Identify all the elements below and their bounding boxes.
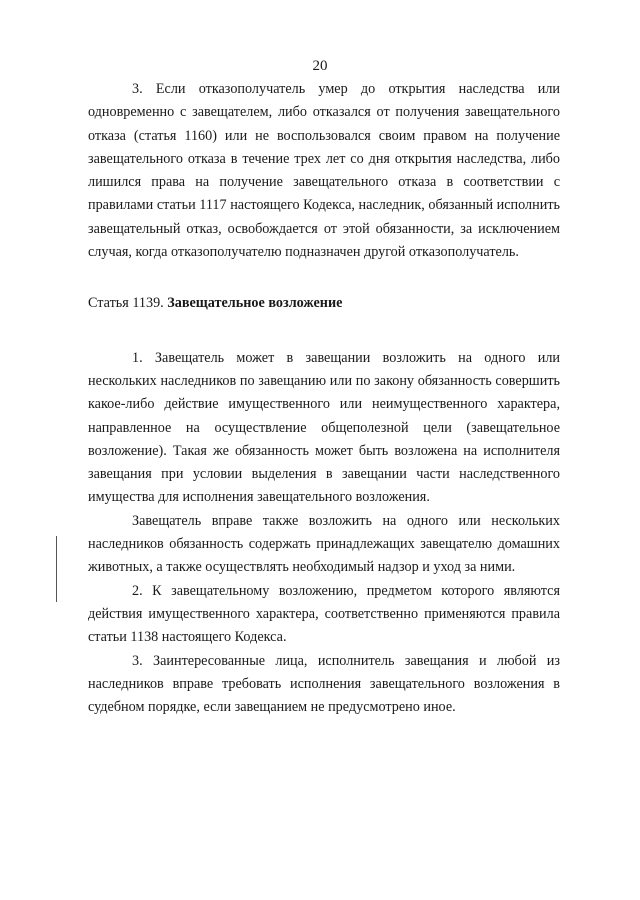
paragraph-imposition-3: 3. Заинтересованные лица, исполнитель завещания и любой из наследников вправе требовать исполнения завещательного возложения в судебном порядке, если завещанием не предусмотрено иное. (88, 652, 560, 716)
document-body (88, 78, 560, 719)
paragraph-legatee-refusal: 3. Если отказополучатель умер до открытия наследства или одновременно с завещателем, либо отказался от получения завещательного отказа (статья 1160) или не воспользовался своим правом на получение завещательного отказа в течение трех лет со дня открытия наследства, либо лишился права на получение завещательного отказа в соответствии с правилами статьи 1117 настоящего Кодекса, наследник, обязанный исполнить завещательный отказ, освобождается от этой обязанности, за исключением случая, когда отказополучателю подназначен другой отказополучатель. (88, 81, 560, 261)
article-number: Статья 1139. (88, 295, 164, 312)
paragraph-imposition-1: 1. Завещатель может в завещании возложить на одного или нескольких наследников по завещанию или по закону обязанность совершить какое-либо действие имущественного или неимущественного характера, направленное на осуществление общеполезной цели (завещательное возложение). Такая же обязанность может быть возложена на исполнителя завещания при условии выделения в завещании части наследственного имущества для исполнения завещательного возложения. (88, 349, 560, 506)
page-number: 20 (312, 58, 328, 74)
paragraph-imposition-2: 2. К завещательному возложению, предметом которого являются действия имущественного характера, соответственно применяются правила статьи 1138 настоящего Кодекса. (88, 582, 560, 646)
article-title: Завещательное возложение (167, 295, 343, 312)
margin-mark (56, 536, 57, 602)
paragraph-imposition-animals: Завещатель вправе также возложить на одного или нескольких наследников обязанность содержать принадлежащих завещателю домашних животных, а также осуществлять необходимый надзор и уход за ними. (88, 512, 560, 576)
article-heading (88, 292, 560, 315)
